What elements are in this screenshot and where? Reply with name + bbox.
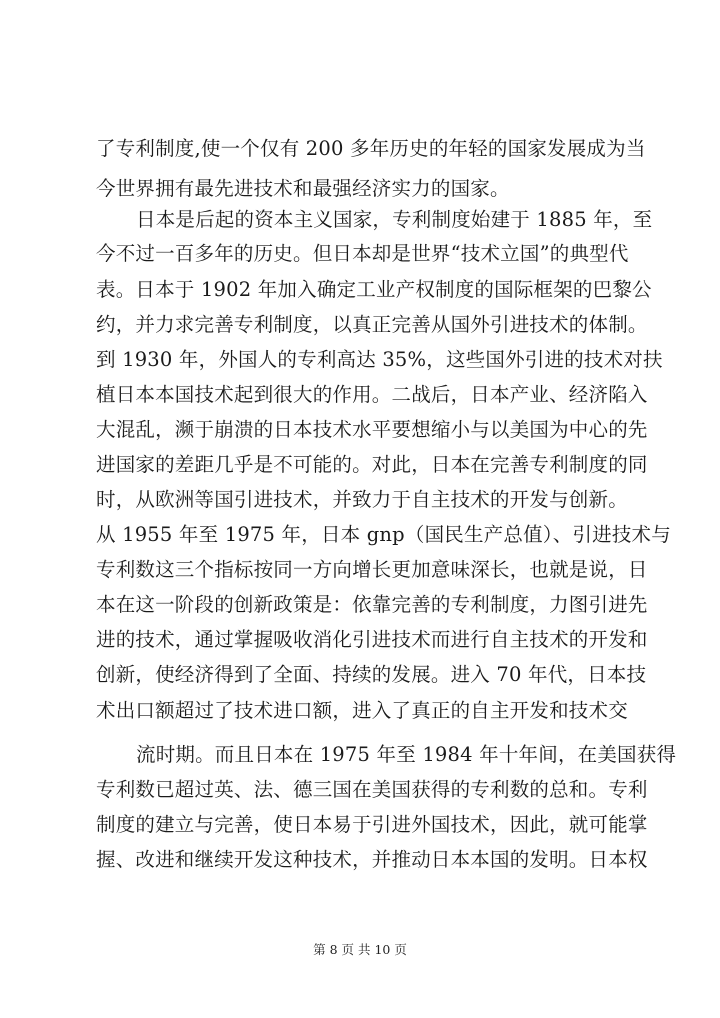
- text-line: 到 1930 年，外国人的专利高达 35%，这些国外引进的技术对扶: [96, 348, 663, 371]
- text-line: 进国家的差距几乎是不可能的。对此，日本在完善专利制度的同: [96, 453, 648, 476]
- text-line: 流时期。而且日本在 1975 年至 1984 年十年间，在美国获得: [136, 743, 677, 766]
- text-line: 专利数已超过英、法、德三国在美国获得的专利数的总和。专利: [96, 778, 648, 801]
- text-line: 进的技术，通过掌握吸收消化引进技术而进行自主技术的开发和: [96, 628, 648, 651]
- text-line: 术出口额超过了技术进口额，进入了真正的自主开发和技术交: [96, 699, 628, 722]
- text-line: 了专利制度,使一个仅有 200 多年历史的年轻的国家发展成为当: [96, 137, 646, 160]
- text-line: 植日本本国技术起到很大的作用。二战后，日本产业、经济陷入: [96, 383, 648, 406]
- page-number-footer: 第 8 页 共 10 页: [313, 942, 407, 957]
- text-line: 制度的建立与完善，使日本易于引进外国技术，因此，就可能掌: [96, 813, 648, 836]
- text-line: 今世界拥有最先进技术和最强经济实力的国家。: [96, 177, 510, 200]
- text-line: 握、改进和继续开发这种技术，并推动日本本国的发明。日本权: [96, 848, 648, 871]
- text-line: 从 1955 年至 1975 年，日本 gnp（国民生产总值）、引进技术与: [96, 523, 671, 546]
- text-line: 大混乱，濒于崩溃的日本技术水平要想缩小与以美国为中心的先: [96, 418, 648, 441]
- text-line: 本在这一阶段的创新政策是：依靠完善的专利制度，力图引进先: [96, 593, 648, 616]
- text-line: 表。日本于 1902 年加入确定工业产权制度的国际框架的巴黎公: [96, 278, 652, 301]
- text-line: 今不过一百多年的历史。但日本却是世界“技术立国”的典型代: [96, 242, 629, 265]
- text-line: 创新，使经济得到了全面、持续的发展。进入 70 年代，日本技: [96, 663, 647, 686]
- text-line: 时，从欧洲等国引进技术，并致力于自主技术的开发与创新。: [96, 488, 628, 511]
- text-line: 专利数这三个指标按同一方向增长更加意味深长，也就是说，日: [96, 558, 648, 581]
- text-line: 约，并力求完善专利制度，以真正完善从国外引进技术的体制。: [96, 313, 648, 336]
- text-line: 日本是后起的资本主义国家，专利制度始建于 1885 年，至: [136, 208, 653, 231]
